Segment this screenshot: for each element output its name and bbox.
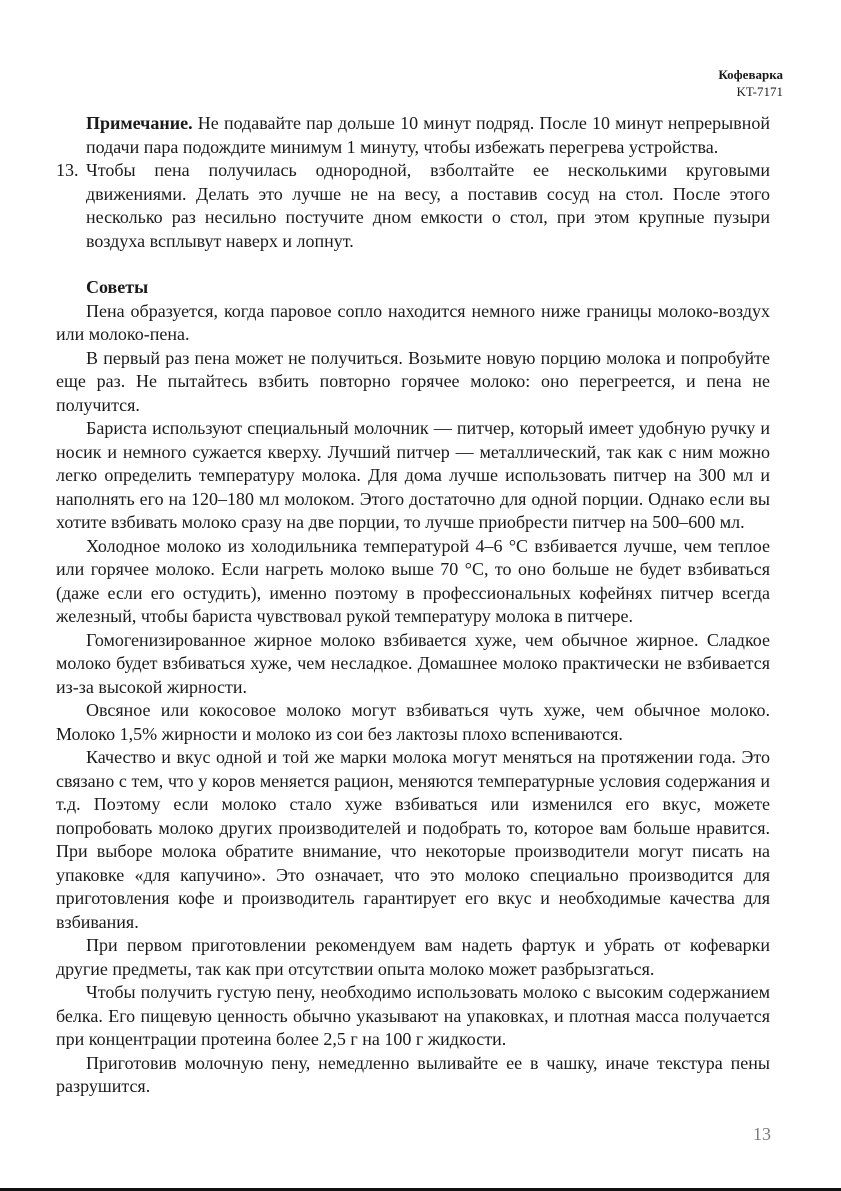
- list-item-13: [56, 159, 770, 253]
- note-paragraph: [86, 112, 770, 159]
- tips-paragraph-3: Бариста используют специальный молочник — питчер, который имеет удобную ручку и носик и немного сужается кверху. Лучший питчер — металлический, так как с ним можно легко определить температуру молока. Для дома лучше использовать питчер на 300 мл и наполнять его на 120–180 мл молоком. Этого достаточно для одной порции. Однако если вы хотите взбивать молоко сразу на две порции, то лучше приобрести питчер на 500–600 мл.: [56, 418, 770, 532]
- page-number: 13: [753, 1124, 771, 1144]
- tips-paragraph-2: В первый раз пена может не получиться. Возьмите новую порцию молока и попробуйте еще раз. Не пытайтесь взбить повторно горячее молоко: оно перегреется, и пена не получится.: [56, 347, 770, 415]
- note-label: Примечание.: [86, 113, 193, 133]
- tips-paragraph-1: Пена образуется, когда паровое сопло находится немного ниже границы молоко-воздух или молоко-пена.: [56, 300, 770, 344]
- page-header: [718, 66, 783, 100]
- tips-paragraph-5: Гомогенизированное жирное молоко взбивается хуже, чем обычное жирное. Сладкое молоко будет взбиваться хуже, чем несладкое. Домашнее молоко практически не взбивается из-за высокой жирности.: [56, 629, 770, 697]
- section-title-tips: Советы: [86, 277, 149, 297]
- tips-paragraph-4: Холодное молоко из холодильника температурой 4–6 °С взбивается лучше, чем теплое или горячее молоко. Если нагреть молоко выше 70 °С, то оно больше не будет взбиваться (даже если его остудить), именно поэтому в профессиональных кофейнях питчер всегда железный, чтобы бариста чувствовал рукой температуру молока в питчере.: [56, 535, 770, 626]
- tips-paragraph-6: Овсяное или кокосовое молоко могут взбиваться чуть хуже, чем обычное молоко. Молоко 1,5% жирности и молоко из сои без лактозы плохо вспениваются.: [56, 700, 770, 744]
- tips-paragraph-10: Приготовив молочную пену, немедленно выливайте ее в чашку, иначе текстура пены разрушится.: [56, 1052, 770, 1096]
- tips-paragraph-9: Чтобы получить густую пену, необходимо использовать молоко с высоким содержанием белка. Его пищевую ценность обычно указывают на упаковках, и плотная масса получается при концентрации протеина более 2,5 г на 100 г жидкости.: [56, 982, 770, 1049]
- product-name: Кофеварка: [718, 67, 783, 82]
- tips-paragraph-8: При первом приготовлении рекомендуем вам надеть фартук и убрать от кофеварки другие предметы, так как при отсутствии опыта молоко может разбрызгаться.: [56, 935, 770, 979]
- model-number: KT-7171: [736, 84, 783, 99]
- page-content: [56, 112, 770, 1099]
- tips-paragraph-7: Качество и вкус одной и той же марки молока могут меняться на протяжении года. Это связано с тем, что у коров меняется рацион, меняются температурные условия содержания и т.д. Поэтому если молоко стало хуже взбиваться или изменился его вкус, можете попробовать молоко других производителей и подобрать то, которое вам больше нравится. При выборе молока обратите внимание, что некоторые производители могут писать на упаковке «для капучино». Это означает, что это молоко специально производится для приготовления кофе и производитель гарантирует его вкус и необходимые качества для взбивания.: [56, 747, 770, 932]
- list-item-text: Чтобы пена получилась однородной, взболтайте ее несколькими круговыми движениями. Делать это лучше не на весу, а поставив сосуд на стол. После этого несколько раз несильно постучите дном емкости о стол, при этом крупные пузыри воздуха всплывут наверх и лопнут.: [86, 160, 770, 251]
- list-item-number: 13.: [56, 160, 79, 180]
- note-text: Не подавайте пар дольше 10 минут подряд. После 10 минут непрерывной подачи пара подождите минимум 1 минуту, чтобы избежать перегрева устройства.: [86, 113, 770, 157]
